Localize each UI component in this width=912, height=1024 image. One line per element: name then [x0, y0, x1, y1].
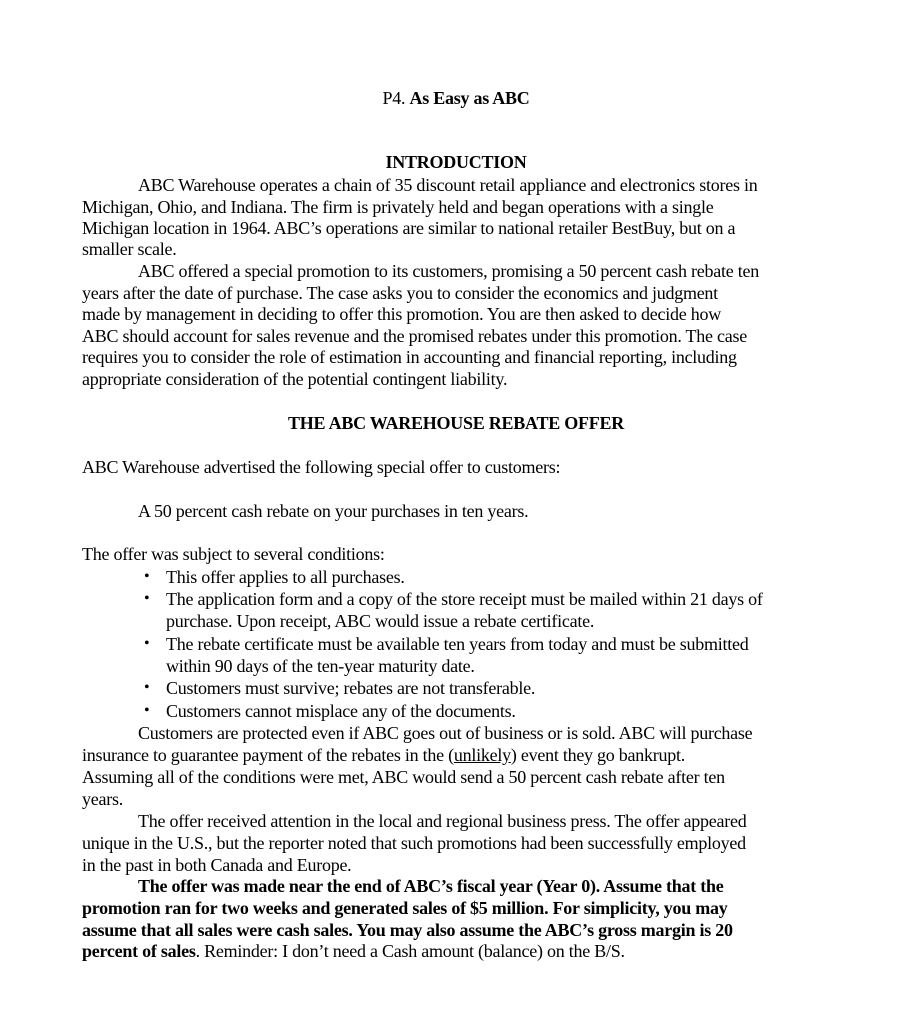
- condition-item: The application form and a copy of the store receipt must be mailed within 21 days of: [166, 589, 763, 609]
- text: ) event they go bankrupt.: [510, 745, 686, 765]
- conditions-intro: The offer was subject to several conditions:: [82, 544, 385, 564]
- assumption-line: [82, 940, 625, 962]
- intro-p2-line: ABC should account for sales revenue and the promised rebates under this promotion. The case: [82, 326, 747, 346]
- assumption-line: assume that all sales were cash sales. You may also assume the ABC’s gross margin is 20: [82, 920, 733, 940]
- offer-heading: THE ABC WAREHOUSE REBATE OFFER: [288, 413, 624, 433]
- intro-p1-line: Michigan location in 1964. ABC’s operations are similar to national retailer BestBuy, but on a: [82, 218, 736, 238]
- intro-p1-line: Michigan, Ohio, and Indiana. The firm is privately held and began operations with a single: [82, 197, 714, 217]
- protection-line: Customers are protected even if ABC goes out of business or is sold. ABC will purchase: [138, 723, 753, 743]
- text: insurance to guarantee payment of the rebates in the (: [82, 745, 454, 765]
- press-line: unique in the U.S., but the reporter noted that such promotions had been successfully employed: [82, 833, 746, 853]
- underlined-unlikely: unlikely: [453, 745, 511, 765]
- title-prefix: P4.: [382, 88, 410, 108]
- condition-item: This offer applies to all purchases.: [166, 567, 405, 587]
- document-title: [0, 87, 912, 109]
- intro-p2-line: ABC offered a special promotion to its customers, promising a 50 percent cash rebate ten: [138, 261, 759, 281]
- bullet-icon: •: [144, 635, 150, 652]
- bold-text: percent of sales: [82, 941, 196, 961]
- intro-p2-line: appropriate consideration of the potential contingent liability.: [82, 369, 508, 389]
- title-main: As Easy as ABC: [409, 88, 530, 108]
- bullet-icon: •: [144, 568, 150, 585]
- reminder-text: . Reminder: I don’t need a Cash amount (balance) on the B/S.: [195, 941, 625, 961]
- condition-item-cont: purchase. Upon receipt, ABC would issue a rebate certificate.: [166, 611, 595, 631]
- intro-p2-line: years after the date of purchase. The case asks you to consider the economics and judgment: [82, 283, 718, 303]
- assumption-line: The offer was made near the end of ABC’s fiscal year (Year 0). Assume that the: [138, 876, 724, 896]
- intro-p1-line: ABC Warehouse operates a chain of 35 discount retail appliance and electronics stores in: [138, 175, 758, 195]
- press-line: The offer received attention in the local and regional business press. The offer appeared: [138, 811, 747, 831]
- assumption-line: promotion ran for two weeks and generated sales of $5 million. For simplicity, you may: [82, 898, 728, 918]
- protection-line: years.: [82, 789, 123, 809]
- intro-heading: INTRODUCTION: [385, 152, 527, 172]
- intro-p2-line: made by management in deciding to offer this promotion. You are then asked to decide how: [82, 304, 722, 324]
- press-line: in the past in both Canada and Europe.: [82, 855, 352, 875]
- protection-line: [82, 744, 685, 766]
- condition-item: The rebate certificate must be available ten years from today and must be submitted: [166, 634, 749, 654]
- intro-p1-line: smaller scale.: [82, 239, 177, 259]
- condition-item: Customers must survive; rebates are not transferable.: [166, 678, 536, 698]
- bullet-icon: •: [144, 679, 150, 696]
- offer-quote: A 50 percent cash rebate on your purchases in ten years.: [138, 501, 529, 521]
- bullet-icon: •: [144, 590, 150, 607]
- protection-line: Assuming all of the conditions were met, ABC would send a 50 percent cash rebate after ten: [82, 767, 725, 787]
- condition-item-cont: within 90 days of the ten-year maturity date.: [166, 656, 475, 676]
- intro-p2-line: requires you to consider the role of estimation in accounting and financial reporting, including: [82, 347, 737, 367]
- bullet-icon: •: [144, 702, 150, 719]
- condition-item: Customers cannot misplace any of the documents.: [166, 701, 516, 721]
- advertised-text: ABC Warehouse advertised the following special offer to customers:: [82, 457, 561, 477]
